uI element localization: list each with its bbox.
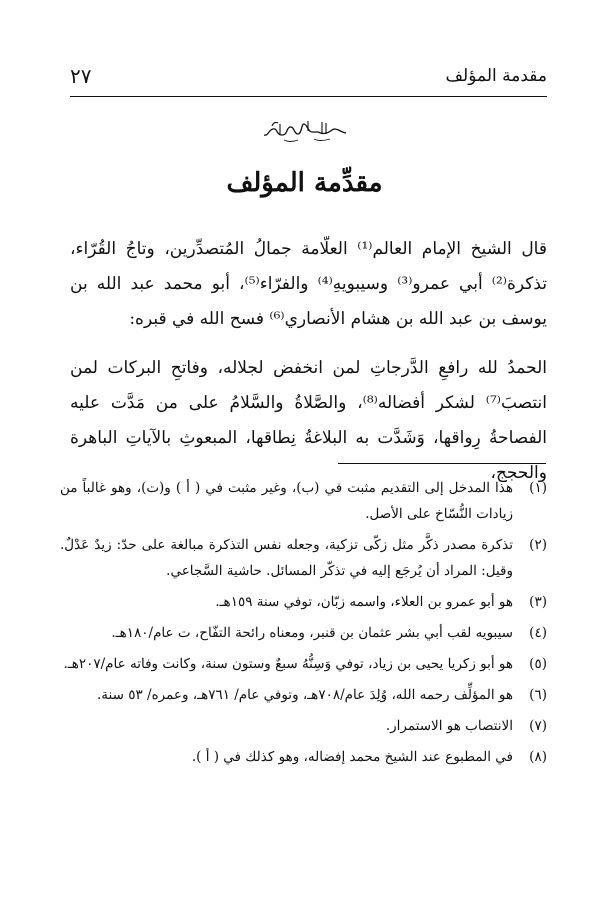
footnote-number: (٧) (529, 718, 547, 734)
footnote-text: هو أبو زكريا يحيى بن زياد، توفي وَسِنُّهُ سبعٌ وستون سنة، وكانت وفاته عام/٢٠٧هـ. (63, 656, 513, 672)
header-rule (70, 96, 547, 97)
footnote-text: في المطبوع عند الشيخ محمد إفضاله، وهو كذلك في ( أ ). (191, 749, 513, 765)
footnote-number: (٥) (529, 656, 547, 672)
footnote (60, 713, 547, 739)
footnote-number: (٨) (529, 749, 547, 765)
footnote (60, 589, 547, 615)
footnote-text: سيبويه لقب أبي بشر عثمان بن قنبر، ومعناه رائحة التفّاح، ت عام/١٨٠هـ. (111, 625, 513, 641)
footnotes (60, 475, 547, 775)
footnote (60, 475, 547, 527)
footnote (60, 682, 547, 708)
footnote-number: (٤) (529, 625, 547, 641)
footnote (60, 532, 547, 584)
footnote-text: الانتصاب هو الاستمرار. (385, 718, 513, 734)
footnote-text: هو أبو عمرو بن العلاء، واسمه زبّان، توفي سنة ١٥٩هـ. (215, 594, 513, 610)
paragraph-2: الحمدُ لله رافعِ الدَّرجاتِ لمن انخفض لجلاله، وفاتحِ البركات لمن انتصبَ⁽⁷⁾ لشكر أفضاله⁽⁸⁾، والصَّلاةُ والسَّلامُ على من مَدَّت عليه الفصاحةُ رِواقها، وَشَدَّت به البلاغةُ نِطاقها، المبعوثِ بالآياتِ الباهرة والحجج، (70, 358, 547, 483)
basmala-calligraphy-image (260, 118, 350, 144)
footnote (60, 651, 547, 677)
footnote-text: هذا المدخل إلى التقديم مثبت في (ب)، وغير مثبت في ( أ ) و(ت)، وهو غالباً من زيادات النُّسّاخ على الأصل. (60, 480, 513, 522)
footnote-separator (338, 463, 546, 464)
body-text (70, 232, 547, 505)
paragraph-1: قال الشيخ الإمام العالم⁽¹⁾ العلّامة جمالُ المُتصدِّرين، وتاجُ القُرّاء، تذكرة⁽²⁾ أبي عمرو⁽³⁾ وسيبويهِ⁽⁴⁾ والفرّاء⁽⁵⁾، أبو محمد عبد الله بن يوسف بن عبد الله بن هشام الأنصاري⁽⁶⁾ فسح الله في قبره: (70, 239, 547, 329)
footnote-number: (١) (529, 480, 547, 496)
footnote (60, 620, 547, 646)
page-header (70, 60, 547, 90)
footnote-number: (٢) (529, 537, 547, 553)
footnote-text: هو المؤلِّف رحمه الله، وُلِدَ عام/٧٠٨هـ، وتوفي عام/ ٧٦١هـ، وعمره/ ٥٣ سنة. (97, 687, 513, 703)
footnote-text: تذكرة مصدر ذكَّر مثل زكّى تزكية، وجعله نفس التذكرة مبالغة على حدّ: زيدٌ عَدْلٌ. وقيل: المراد أن يُرجَع إليه في تذكّر المسائل. حاشية السَّجاعي. (60, 537, 513, 579)
page-number: ٢٧ (70, 64, 92, 88)
footnote (60, 744, 547, 770)
basmala-calligraphy (0, 118, 609, 144)
footnote-number: (٣) (529, 594, 547, 610)
chapter-title: مقدِّمة المؤلف (226, 168, 383, 198)
running-title: مقدمة المؤلف (445, 66, 547, 86)
footnote-number: (٦) (529, 687, 547, 703)
